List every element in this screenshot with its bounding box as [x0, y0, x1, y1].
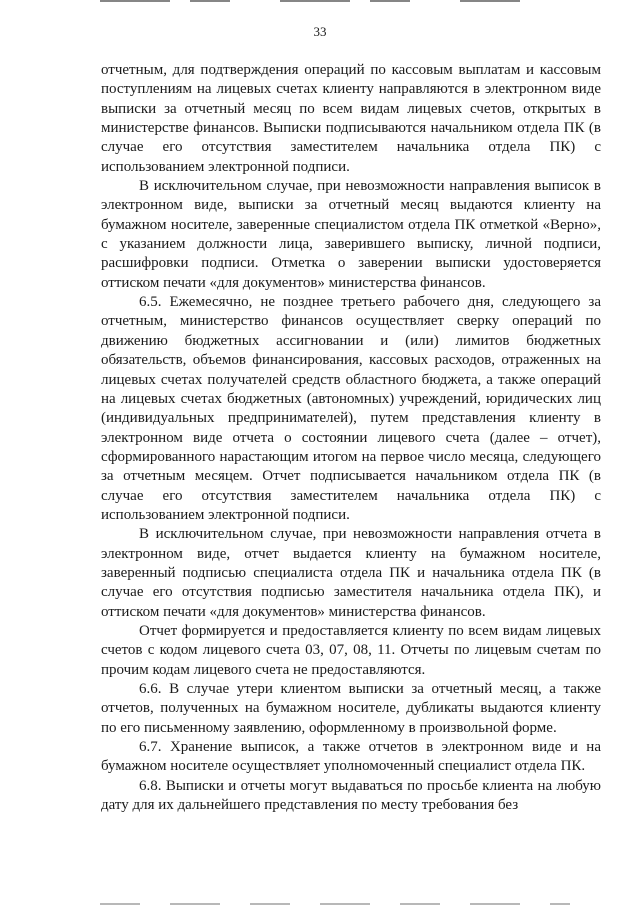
document-body — [101, 61, 601, 815]
paragraph-continuation: отчетным, для подтверждения операций по кассовым выплатам и кассовым поступлениям на лицевых счетах клиенту направляются в электронном виде выписки за отчетный месяц по всем видам лицевых счетов, открытых в министерстве финансов. Выписки подписываются начальником отдела ПК (в случае его отсутствия заместителем начальника отдела ПК) с использованием электронной подписи. — [101, 62, 601, 175]
paragraph-report-codes: Отчет формируется и предоставляется клиенту по всем видам лицевых счетов с кодом лицевого счета 03, 07, 08, 11. Отчеты по лицевым счетам по прочим кодам лицевого счета не предоставляются. — [101, 622, 601, 678]
paragraph-exceptional-report: В исключительном случае, при невозможности направления отчета в электронном виде, отчет выдается клиенту на бумажном носителе, заверенный подписью специалиста отдела ПК и начальника отдела ПК (в случае его отсутствия подписью заместителя начальника отдела ПК), и оттиском печати «для документов» министерства финансов. — [101, 526, 601, 620]
page-number: 33 — [313, 24, 327, 39]
paragraph-6-7: 6.7. Хранение выписок, а также отчетов в электронном виде и на бумажном носителе осуществляет уполномоченный специалист отдела ПК. — [101, 739, 601, 775]
paragraph-6-5: 6.5. Ежемесячно, не позднее третьего рабочего дня, следующего за отчетным, министерство финансов осуществляет сверку операций по движению бюджетных ассигновании и (или) лимитов бюджетных обязательств, объемов финансирования, кассовых расходов, отраженных на лицевых счетах получателей средств областного бюджета, а также операций на лицевых счетах бюджетных (автономных) учреждений, юридических лиц (индивидуальных предпринимателей), путем представления клиенту в электронном виде отчета о состоянии лицевого счета (далее – отчет), сформированного нарастающим итогом на первое число месяца, следующего за отчетным месяцем. Отчет подписывается начальником отдела ПК (в случае его отсутствия заместителем начальника отдела ПК) с использованием электронной подписи. — [101, 294, 601, 523]
top-scan-artifact — [100, 0, 520, 2]
paragraph-exceptional-statements: В исключительном случае, при невозможности направления выписок в электронном виде, выписки за отчетный месяц выдаются клиенту на бумажном носителе, заверенные специалистом отдела ПК отметкой «Верно», с указанием должности лица, заверившего выписку, личной подписи, расшифровки подписи. Отметка о заверении выписки удостоверяется оттиском печати «для документов» министерства финансов. — [101, 178, 601, 291]
paragraph-6-6: 6.6. В случае утери клиентом выписки за отчетный месяц, а также отчетов, полученных на бумажном носителе, дубликаты выдаются клиенту по его письменному заявлению, оформленному в произвольной форме. — [101, 681, 601, 736]
paragraph-6-8: 6.8. Выписки и отчеты могут выдаваться по просьбе клиента на любую дату для их дальнейшего представления по месту требования без — [101, 777, 601, 814]
